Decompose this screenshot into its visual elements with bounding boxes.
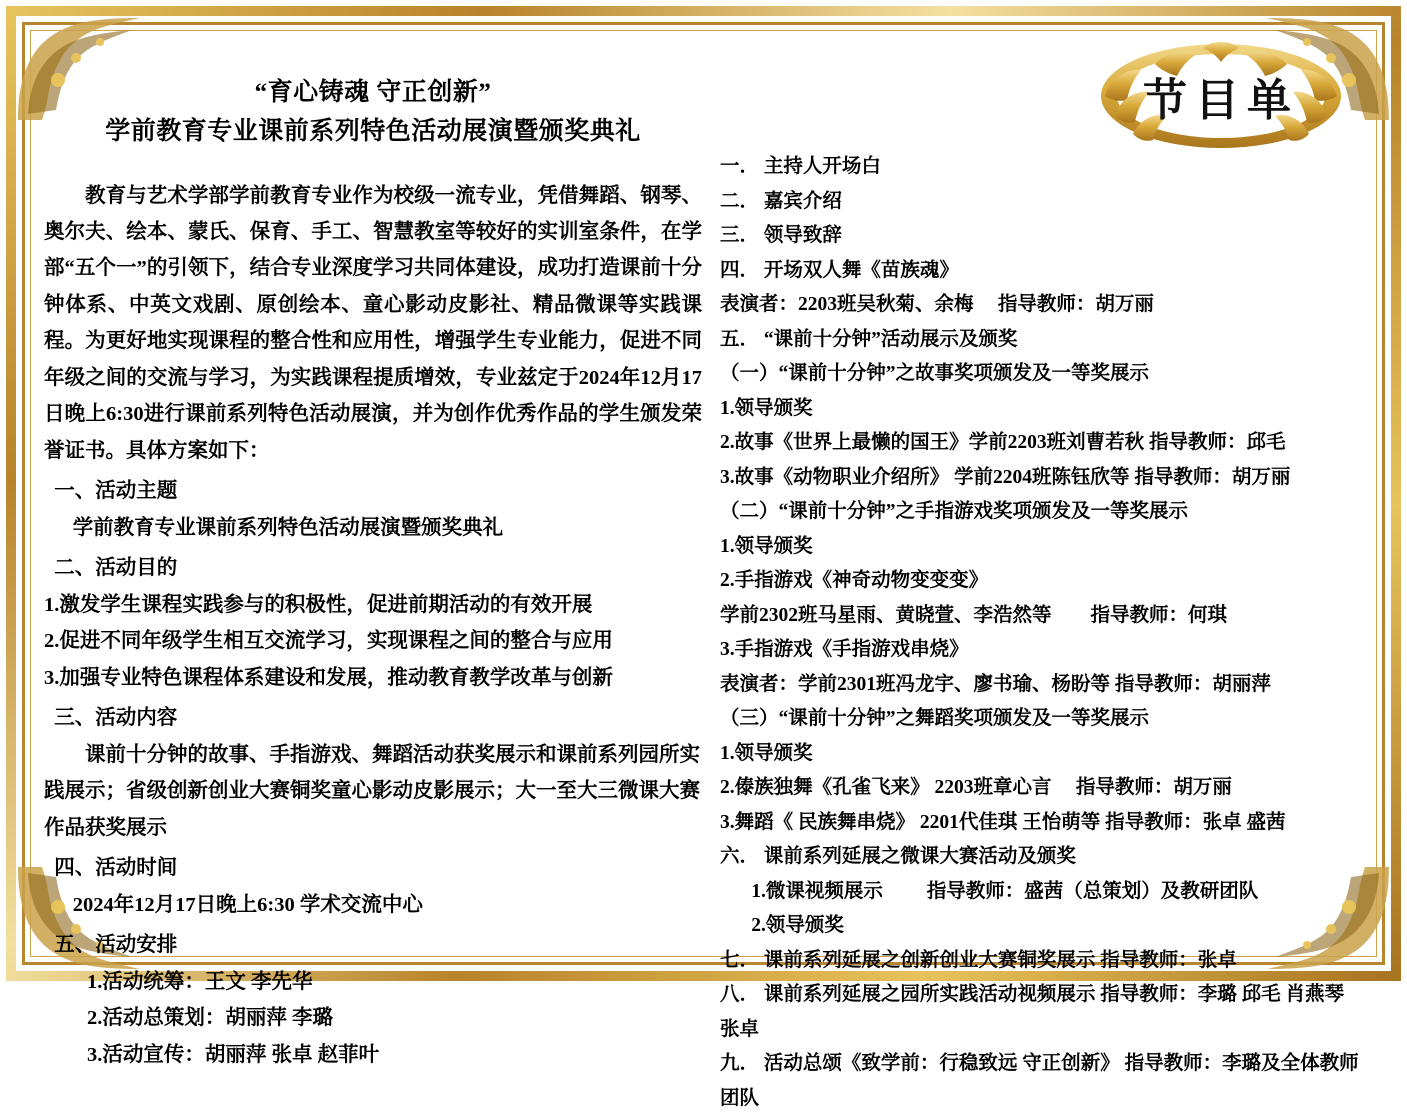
program-item: 学前2302班马星雨、黄晓萱、李浩然等 指导教师：何琪 (720, 604, 1228, 626)
program-item: 四． 开场双人舞《苗族魂》 (720, 259, 959, 281)
section-activity-content (44, 700, 702, 846)
program-item: 表演者：2203班吴秋菊、余梅 指导教师：胡万丽 (720, 294, 1154, 315)
section-line: 2.活动总策划：胡丽萍 李璐 (87, 1007, 334, 1030)
section-heading: 四、活动时间 (54, 857, 178, 880)
section-activity-arrangement (44, 927, 702, 1073)
program-item: 1.微课视频展示 指导教师：盛茜（总策划）及教研团队 (751, 880, 1259, 902)
section-line: 2024年12月17日晚上6:30 学术交流中心 (72, 893, 423, 916)
program-item: 2.手指游戏《神奇动物变变变》 (720, 570, 989, 591)
intro-paragraph (44, 178, 702, 470)
program-item: 1.领导颁奖 (720, 535, 813, 557)
intro-text: 教育与艺术学部学前教育专业作为校级一流专业，凭借舞蹈、钢琴、奥尔夫、绘本、蒙氏、保育、手工、智慧教室等较好的实训室条件，在学部“五个一”的引领下，结合专业深度学习共同体建设，成功打造课前十分钟体系、中英文戏剧、原创绘本、童心影动皮影社、精品微课等实践课程。为更好地实现课程的整合性和应用性，增强学生专业能力，促进不同年级之间的交流与学习，为实践课程提质增效，专业兹定于2024年12月17日晚上6:30进行课前系列特色活动展演，并为创作优秀作品的学生颁发荣誉证书。具体方案如下： (44, 184, 702, 462)
program-item: 1.领导颁奖 (720, 397, 813, 419)
section-activity-purpose (44, 550, 702, 696)
section-heading: 一、活动主题 (54, 480, 178, 503)
program-badge (1085, 38, 1357, 158)
program-item: 3.舞蹈《 民族舞串烧》 2201代佳琪 王怡萌等 指导教师：张卓 盛茜 (720, 811, 1286, 833)
program-item: 2.傣族独舞《孔雀飞来》 2203班章心言 指导教师：胡万丽 (720, 777, 1232, 798)
document-title (44, 74, 702, 152)
program-item: （一）“课前十分钟”之故事奖项颁发及一等奖展示 (720, 363, 1150, 384)
program-item: 五． “课前十分钟”活动展示及颁奖 (720, 328, 1018, 350)
program-item: 七． 课前系列延展之创新创业大赛铜奖展示 指导教师：张卓 (720, 949, 1237, 971)
badge-label: 节目单 (1143, 76, 1299, 125)
program-item: 一． 主持人开场白 (720, 156, 881, 177)
section-line: 3.加强专业特色课程体系建设和发展，推动教育教学改革与创新 (44, 666, 613, 689)
program-item: 2.故事《世界上最懒的国王》学前2203班刘曹若秋 指导教师：邱毛 (720, 432, 1286, 453)
section-heading: 五、活动安排 (54, 934, 178, 957)
program-item: 六． 课前系列延展之微课大赛活动及颁奖 (720, 846, 1076, 867)
program-item: 九． 活动总颂《致学前：行稳致远 守正创新》 指导教师：李璐及全体教师团队 (720, 1053, 1359, 1109)
program-list (720, 150, 1363, 1116)
program-item: 表演者：学前2301班冯龙宇、廖书瑜、杨盼等 指导教师：胡丽萍 (720, 673, 1271, 695)
section-activity-theme (44, 473, 702, 546)
section-activity-time (44, 850, 702, 923)
program-item: 2.领导颁奖 (751, 915, 844, 936)
program-item: 三． 领导致辞 (720, 225, 842, 246)
left-column (44, 44, 712, 1066)
program-item: 3.故事《动物职业介绍所》 学前2204班陈钰欣等 指导教师：胡万丽 (720, 466, 1291, 488)
title-line-1: “育心铸魂 守正创新” (254, 79, 492, 106)
sections-container (44, 473, 702, 1073)
document-content (44, 44, 1363, 1109)
program-item: （二）“课前十分钟”之手指游戏奖项颁发及一等奖展示 (720, 501, 1189, 522)
program-item: 3.手指游戏《手指游戏串烧》 (720, 639, 969, 660)
section-paragraph (44, 737, 702, 846)
section-paragraph-text: 课前十分钟的故事、手指游戏、舞蹈活动获奖展示和课前系列园所实践展示；省级创新创业大赛铜奖童心影动皮影展示；大一至大三微课大赛作品获奖展示 (44, 743, 700, 839)
section-line: 1.活动统筹：王文 李先华 (87, 970, 313, 993)
section-line: 1.激发学生课程实践参与的积极性，促进前期活动的有效开展 (44, 593, 593, 616)
section-heading: 二、活动目的 (54, 557, 178, 580)
section-line: 2.促进不同年级学生相互交流学习，实现课程之间的整合与应用 (44, 630, 613, 653)
program-item: （三）“课前十分钟”之舞蹈奖项颁发及一等奖展示 (720, 708, 1150, 729)
program-item: 八． 课前系列延展之园所实践活动视频展示 指导教师：李璐 邱毛 肖燕琴 张卓 (720, 984, 1345, 1040)
title-line-2: 学前教育专业课前系列特色活动展演暨颁奖典礼 (105, 117, 641, 145)
right-column (712, 44, 1363, 1109)
program-item: 二． 嘉宾介绍 (720, 190, 842, 212)
section-line: 学前教育专业课前系列特色活动展演暨颁奖典礼 (72, 516, 504, 539)
section-heading: 三、活动内容 (54, 707, 178, 730)
program-item: 1.领导颁奖 (720, 742, 813, 764)
section-line: 3.活动宣传：胡丽萍 张卓 赵菲叶 (87, 1043, 380, 1066)
